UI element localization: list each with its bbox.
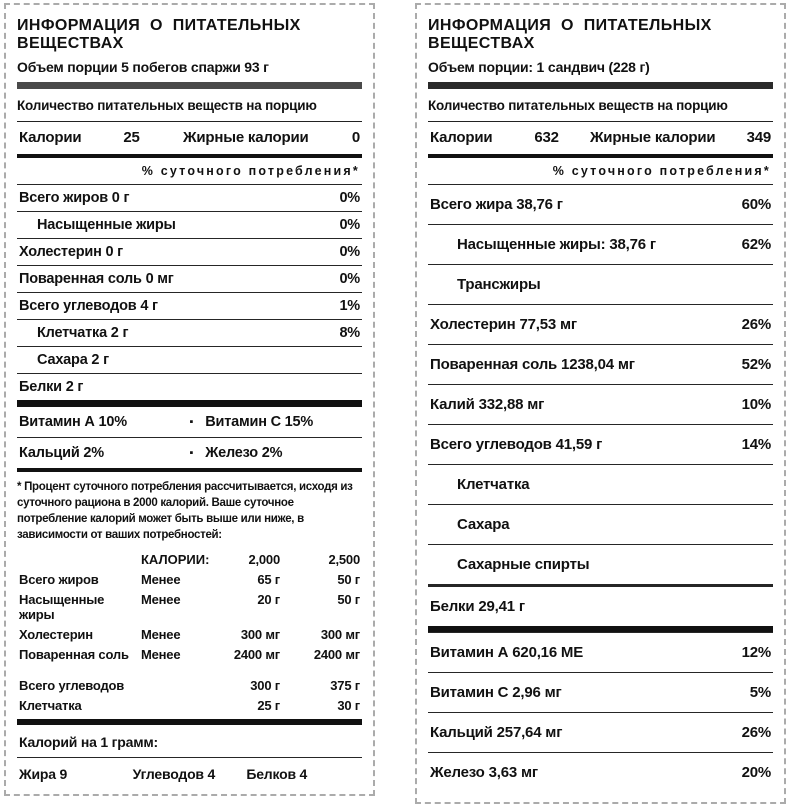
ref-value-2000: 20 г — [257, 591, 280, 607]
vitamin-right: Железо 2% — [205, 445, 283, 461]
daily-value-footnote: * Процент суточного потребления рассчитывается, исходя из суточного рациона в 2000 калорий. Ваше суточное потребление калорий может быть выше или ниже, в зависимости от ваших потребностей: — [17, 481, 353, 542]
ref-nutrient: Холестерин — [19, 626, 93, 642]
nutrient-row — [17, 292, 362, 319]
vitamin-row — [428, 712, 773, 752]
nutrient-row — [428, 584, 773, 626]
nutrient-daily-value: 62% — [741, 236, 771, 253]
nutrient-daily-value: 10% — [741, 396, 771, 413]
nutrient-name: Белки 2 г — [19, 379, 84, 395]
nutrient-name: Всего углеводов 4 г — [19, 298, 158, 314]
serving-size: Объем порции 5 побегов спаржи 93 г — [17, 59, 269, 75]
nutrient-row — [428, 344, 773, 384]
label-title: ИНФОРМАЦИЯ О ПИТАТЕЛЬНЫХ ВЕЩЕСТВАХ — [428, 17, 712, 52]
fat-calories-value: 349 — [746, 129, 771, 146]
nutrient-daily-value: 60% — [741, 196, 771, 213]
nutrient-name: Холестерин 0 г — [19, 244, 123, 260]
nutrient-rows — [17, 184, 362, 400]
nutrient-row — [17, 373, 362, 400]
nutrient-name: Насыщенные жиры: 38,76 г — [457, 236, 656, 253]
nutrient-row — [428, 264, 773, 304]
nutrient-row — [17, 184, 362, 211]
nutrient-daily-value: 1% — [339, 298, 360, 314]
reference-table-row — [17, 589, 362, 624]
nutrient-row — [428, 224, 773, 264]
ref-qualifier: Менее — [141, 626, 181, 642]
square-bullet-icon: ▪ — [189, 416, 194, 428]
vitamin-name: Кальций 257,64 мг — [430, 724, 563, 741]
vitamin-right: Витамин С 15% — [205, 414, 314, 430]
amount-per-serving-header: Количество питательных веществ на порцию — [428, 89, 773, 122]
nutrient-name: Калий 332,88 мг — [430, 396, 545, 413]
vitamin-daily-value: 5% — [749, 684, 771, 701]
label-title: ИНФОРМАЦИЯ О ПИТАТЕЛЬНЫХ ВЕЩЕСТВАХ — [17, 17, 301, 52]
calories-value: 632 — [534, 129, 559, 146]
reference-table-row — [17, 695, 362, 715]
reference-table-row — [17, 675, 362, 695]
reference-table-row — [17, 624, 362, 644]
ref-value-2500: 50 г — [337, 591, 360, 607]
ref-qualifier: Менее — [141, 591, 181, 607]
ref-value-2000: 65 г — [257, 571, 280, 587]
vitamin-name: Железо 3,63 мг — [430, 764, 538, 781]
calories-per-gram-item: Углеводов 4 — [132, 766, 216, 783]
nutrient-name: Всего углеводов 41,59 г — [430, 436, 603, 453]
nutrient-name: Всего жира 38,76 г — [430, 196, 563, 213]
ref-value-2000: 25 г — [257, 697, 280, 713]
nutrient-row — [428, 184, 773, 224]
nutrient-name: Поваренная соль 0 мг — [19, 271, 174, 287]
vitamin-name: Витамин С 2,96 мг — [430, 684, 562, 701]
nutrient-row — [428, 384, 773, 424]
nutrient-name: Холестерин 77,53 мг — [430, 316, 577, 333]
ref-nutrient: Всего углеводов — [19, 677, 125, 693]
vitamin-daily-value: 12% — [741, 644, 771, 661]
vitamin-left: Кальций 2% — [19, 445, 104, 461]
serving-size: Объем порции: 1 сандвич (228 г) — [428, 59, 650, 75]
divider-thick — [428, 82, 773, 89]
nutrient-name: Насыщенные жиры — [37, 217, 176, 233]
nutrient-daily-value: 14% — [741, 436, 771, 453]
vitamin-daily-value: 20% — [741, 764, 771, 781]
reference-table-row — [17, 644, 362, 664]
nutrient-name: Сахарные спирты — [457, 556, 590, 573]
vitamin-left: Витамин А 10% — [19, 414, 127, 430]
divider-thick — [17, 82, 362, 89]
nutrient-daily-value: 52% — [741, 356, 771, 373]
vitamin-name: Витамин А 620,16 МЕ — [430, 644, 584, 661]
nutrient-row — [17, 211, 362, 238]
nutrient-daily-value: 0% — [339, 244, 360, 260]
nutrient-name: Клетчатка 2 г — [37, 325, 129, 341]
reference-table-header — [17, 549, 362, 569]
fat-calories-label: Жирные калории — [589, 129, 716, 146]
nutrient-name: Сахара 2 г — [37, 352, 109, 368]
nutrient-name: Поваренная соль 1238,04 мг — [430, 356, 635, 373]
vitamin-row — [428, 672, 773, 712]
amount-per-serving-header: Количество питательных веществ на порцию — [17, 89, 362, 122]
nutrient-name: Белки 29,41 г — [430, 598, 525, 615]
vitamin-row — [428, 632, 773, 672]
col-2500: 2,500 — [328, 551, 360, 567]
ref-nutrient: Поваренная соль — [19, 646, 129, 662]
nutrient-row — [428, 304, 773, 344]
nutrient-daily-value: 0% — [339, 271, 360, 287]
vitamin-row — [17, 437, 362, 468]
daily-value-note: % суточного потребления* — [552, 164, 771, 178]
nutrient-row — [428, 544, 773, 584]
vitamin-row — [17, 407, 362, 437]
ref-nutrient: Всего жиров — [19, 571, 99, 587]
ref-value-2500: 30 г — [337, 697, 360, 713]
fat-calories-value: 0 — [351, 129, 360, 146]
ref-value-2500: 300 мг — [320, 626, 360, 642]
calories-per-gram-item: Жира 9 — [19, 766, 68, 783]
calories-value: 25 — [123, 129, 140, 146]
ref-value-2000: 300 мг — [240, 626, 280, 642]
nutrient-name: Трансжиры — [457, 276, 541, 293]
ref-value-2500: 375 г — [330, 677, 360, 693]
vitamin-rows — [17, 407, 362, 468]
ref-nutrient: Клетчатка — [19, 697, 82, 713]
ref-qualifier: Менее — [141, 571, 181, 587]
nutrition-label-sandwich — [415, 3, 786, 804]
ref-value-2500: 50 г — [337, 571, 360, 587]
ref-value-2500: 2400 мг — [313, 646, 360, 662]
nutrient-rows — [428, 184, 773, 626]
nutrient-row — [428, 424, 773, 464]
col-2000: 2,000 — [248, 551, 280, 567]
nutrient-daily-value: 0% — [339, 190, 360, 206]
nutrient-row — [17, 265, 362, 292]
calories-per-gram-title: Калорий на 1 грамм: — [17, 725, 362, 758]
nutrient-row — [428, 464, 773, 504]
calories-label: Калории — [430, 129, 493, 146]
nutrient-daily-value: 8% — [339, 325, 360, 341]
divider-thick — [17, 400, 362, 407]
nutrient-row — [17, 319, 362, 346]
reference-table-row — [17, 569, 362, 589]
nutrition-label-asparagus — [4, 3, 375, 796]
ref-qualifier: Менее — [141, 646, 181, 662]
ref-value-2000: 300 г — [250, 677, 280, 693]
nutrient-row — [17, 346, 362, 373]
vitamin-rows — [428, 632, 773, 792]
nutrient-name: Клетчатка — [457, 476, 530, 493]
ref-value-2000: 2400 мг — [233, 646, 280, 662]
nutrient-daily-value: 26% — [741, 316, 771, 333]
fat-calories-label: Жирные калории — [183, 129, 309, 146]
calories-row — [17, 122, 362, 154]
nutrient-name: Всего жиров 0 г — [19, 190, 130, 206]
ref-nutrient: Насыщенные жиры — [19, 591, 105, 622]
nutrient-name: Сахара — [457, 516, 510, 533]
reference-table — [17, 549, 362, 719]
nutrient-row — [428, 504, 773, 544]
calories-per-gram-items — [17, 758, 362, 784]
vitamin-daily-value: 26% — [741, 724, 771, 741]
square-bullet-icon: ▪ — [189, 447, 194, 459]
daily-value-note: % суточного потребления* — [141, 164, 360, 178]
calories-label: Калории — [19, 129, 82, 146]
calories-row — [428, 122, 773, 154]
calories-per-gram-item: Белков 4 — [246, 766, 308, 783]
nutrient-daily-value: 0% — [339, 217, 360, 233]
calories-header: КАЛОРИИ: — [141, 551, 210, 567]
nutrient-row — [17, 238, 362, 265]
reference-table-body — [17, 569, 362, 715]
vitamin-row — [428, 752, 773, 792]
